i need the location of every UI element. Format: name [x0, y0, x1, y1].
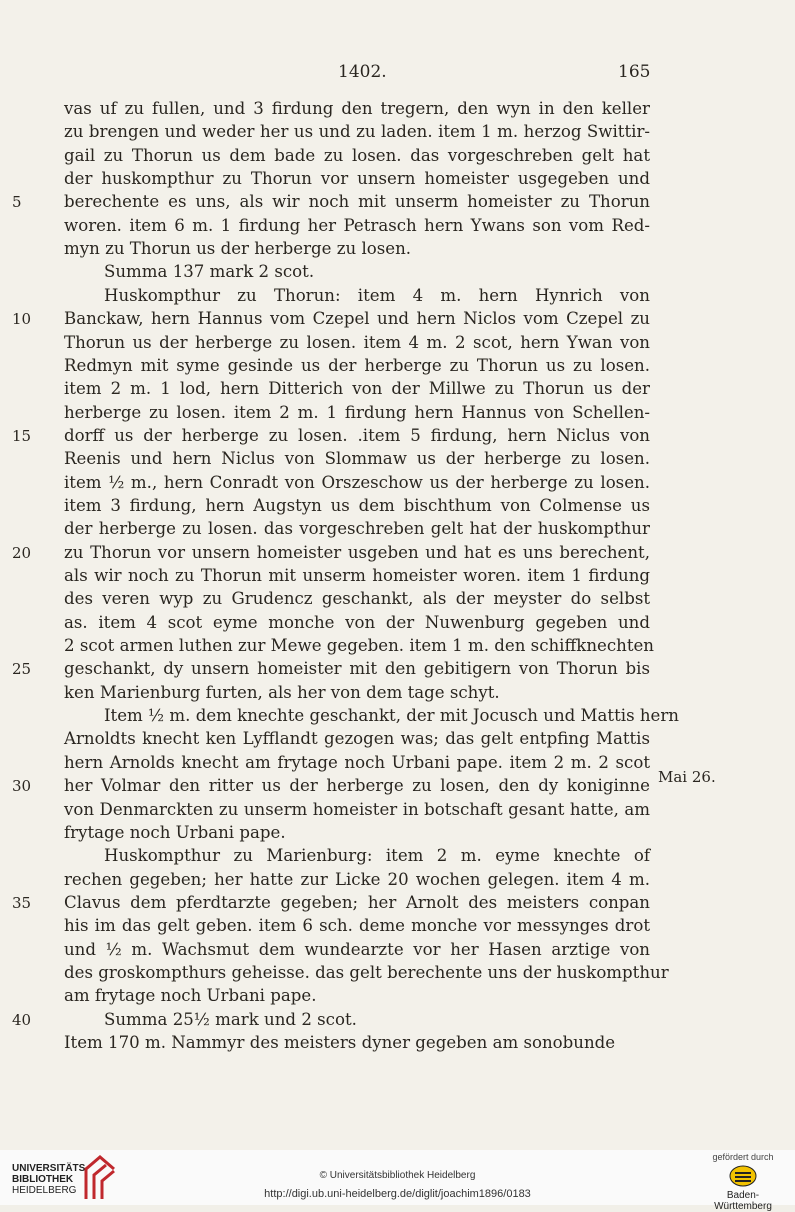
text-line — [64, 191, 650, 213]
text-line-content: am frytage noch Urbani pape. — [64, 986, 317, 1006]
text-line-content: Item 170 m. Nammyr des meisters dyner gegeben am sonobunde — [64, 1033, 616, 1052]
line-number: 30 — [12, 777, 32, 796]
text-line-content: berechente es uns, als wir noch mit unserm homeister zu Thorun — [64, 192, 650, 212]
text-line-content: und ½ m. Wachsmut dem wundearzte vor her Hasen arztige von — [64, 939, 650, 959]
text-line — [64, 1009, 650, 1031]
text-line — [64, 402, 650, 424]
text-line-content: hern Arnolds knecht am frytage noch Urbani pape. item 2 m. 2 scot — [64, 752, 650, 772]
text-line — [64, 869, 650, 891]
text-line — [64, 845, 650, 867]
text-line-content: item 3 firdung, hern Augstyn us dem bischthum von Colmense us — [64, 495, 650, 515]
text-line — [64, 332, 650, 354]
text-line-content: zu brengen und weder her us und zu laden. item 1 m. herzog Swittir- — [64, 122, 650, 142]
text-line-content: von Denmarckten zu unserm homeister in botschaft gesant hatte, am — [64, 799, 650, 819]
text-line-content: Item ½ m. dem knechte geschankt, der mit Jocusch und Mattis hern — [104, 706, 679, 726]
state-crest-icon — [728, 1164, 758, 1188]
text-line — [64, 799, 650, 821]
text-line — [64, 261, 650, 283]
text-line — [64, 495, 650, 517]
text-line — [64, 915, 650, 937]
text-line — [64, 588, 650, 610]
text-line — [64, 121, 650, 143]
logo-line-2: BIBLIOTHEK — [12, 1174, 74, 1185]
text-line — [64, 985, 650, 1007]
text-line — [64, 238, 650, 260]
text-line-content: herberge zu losen. item 2 m. 1 firdung hern Hannus von Schellen- — [64, 402, 650, 422]
text-line — [64, 635, 654, 657]
text-line — [64, 682, 650, 704]
text-line — [64, 472, 650, 494]
text-line — [64, 145, 650, 167]
text-line-content: Thorun us der herberge zu losen. item 4 m. 2 scot, hern Ywan von — [64, 332, 650, 352]
text-line-content: vas uf zu fullen, und 3 firdung den tregern, den wyn in den keller — [64, 99, 650, 118]
text-line-content: Clavus dem pferdtarzte gegeben; her Arnolt des meisters conpan — [64, 892, 650, 912]
footer-bar — [0, 1150, 795, 1212]
line-number: 35 — [12, 893, 32, 912]
text-line-content: geschankt, dy unsern homeister mit den gebitigern von Thorun bis — [64, 659, 650, 679]
text-line-content: der huskompthur zu Thorun vor unsern homeister usgegeben und — [64, 169, 650, 189]
sponsor-name: Baden-Württemberg — [714, 1190, 772, 1212]
copyright-text: © Universitätsbibliothek Heidelberg — [319, 1170, 476, 1181]
page-header — [0, 62, 795, 86]
text-line-content: woren. item 6 m. 1 firdung her Petrasch hern Ywans son vom Red- — [64, 215, 650, 235]
text-line — [64, 215, 650, 237]
line-number: 15 — [12, 426, 32, 445]
text-line-content: dorff us der herberge zu losen. .item 5 firdung, hern Niclus von — [64, 425, 650, 445]
text-line-content: rechen gegeben; her hatte zur Licke 20 wochen gelegen. item 4 m. — [64, 869, 650, 889]
text-line — [64, 728, 650, 750]
text-line-content: Banckaw, hern Hannus vom Czepel und hern Niclos vom Czepel zu — [64, 309, 650, 329]
line-number: 25 — [12, 660, 32, 679]
text-line — [64, 448, 650, 470]
text-line-content: as. item 4 scot eyme monche von der Nuwenburg gegeben und — [64, 612, 650, 632]
text-line-content: his im das gelt geben. item 6 sch. deme monche vor messynges drot — [64, 916, 650, 936]
text-line-content: Reenis und hern Niclus von Slommaw us der herberge zu losen. — [64, 449, 650, 469]
text-line — [64, 285, 650, 307]
text-line-content: der herberge zu losen. das vorgeschreben gelt hat der huskompthur — [64, 519, 650, 539]
margin-date-note: Mai 26. — [658, 768, 716, 786]
text-line-content: des veren wyp zu Grudencz geschankt, als der meyster do selbst — [64, 589, 650, 609]
text-line-content: zu Thorun vor unsern homeister usgeben und hat es uns berechent, — [64, 542, 650, 562]
text-line-content: myn zu Thorun us der herberge zu losen. — [64, 239, 412, 259]
text-line-content: Redmyn mit syme gesinde us der herberge zu Thorun us zu losen. — [64, 355, 650, 375]
text-line-content: Summa 25½ mark und 2 scot. — [104, 1009, 357, 1029]
text-line — [64, 752, 650, 774]
text-line — [64, 425, 650, 447]
document-url[interactable]: http://digi.ub.uni-heidelberg.de/diglit/joachim1896/0183 — [264, 1188, 531, 1200]
text-line-content: als wir noch zu Thorun mit unserm homeister woren. item 1 firdung — [64, 566, 650, 585]
text-line-content: Huskompthur zu Marienburg: item 2 m. eyme knechte of — [104, 846, 650, 866]
line-number: 40 — [12, 1010, 32, 1029]
text-line — [64, 775, 650, 797]
text-line — [64, 939, 650, 961]
text-line — [64, 962, 669, 984]
text-line — [64, 612, 650, 634]
text-line — [64, 822, 650, 844]
text-line-content: item 2 m. 1 lod, hern Ditterich von der Millwe zu Thorun us der — [64, 379, 650, 399]
header-year: 1402. — [338, 62, 387, 82]
text-line-content: gail zu Thorun us dem bade zu losen. das vorgeschreben gelt hat — [64, 145, 650, 165]
text-line — [64, 98, 650, 120]
text-line-content: Arnoldts knecht ken Lyfflandt gezogen was; das gelt entpfing Mattis — [64, 729, 650, 749]
text-line-content: 2 scot armen luthen zur Mewe gegeben. item 1 m. den schiffknechten — [64, 636, 654, 656]
text-line — [64, 565, 650, 587]
text-line — [64, 892, 650, 914]
text-line — [64, 658, 650, 680]
text-line — [64, 355, 650, 377]
text-line-content: Huskompthur zu Thorun: item 4 m. hern Hynrich von — [104, 285, 650, 305]
text-line-content: item ½ m., hern Conradt von Orszeschow us der herberge zu losen. — [64, 472, 650, 492]
logo-line-1: UNIVERSITÄTS- — [12, 1163, 89, 1174]
logo-line-3: HEIDELBERG — [12, 1185, 77, 1196]
sponsor-label: gefördert durch — [712, 1152, 774, 1162]
sponsor-block — [698, 1152, 788, 1212]
text-line — [64, 518, 650, 540]
text-line — [64, 705, 679, 727]
text-line-content: frytage noch Urbani pape. — [64, 822, 286, 842]
line-number: 5 — [12, 193, 22, 212]
text-line — [64, 1032, 650, 1054]
text-line — [64, 308, 650, 330]
text-line — [64, 542, 650, 564]
text-line-content: des groskompthurs geheisse. das gelt berechente uns der huskompthur — [64, 962, 669, 982]
text-line — [64, 168, 650, 190]
text-line-content: her Volmar den ritter us der herberge zu losen, den dy koniginne — [64, 776, 650, 796]
line-number: 20 — [12, 543, 32, 562]
text-line — [64, 378, 650, 400]
page-number: 165 — [618, 62, 651, 82]
text-line-content: ken Marienburg furten, als her von dem tage schyt. — [64, 682, 500, 702]
text-line-content: Summa 137 mark 2 scot. — [104, 262, 315, 282]
line-number: 10 — [12, 310, 32, 329]
